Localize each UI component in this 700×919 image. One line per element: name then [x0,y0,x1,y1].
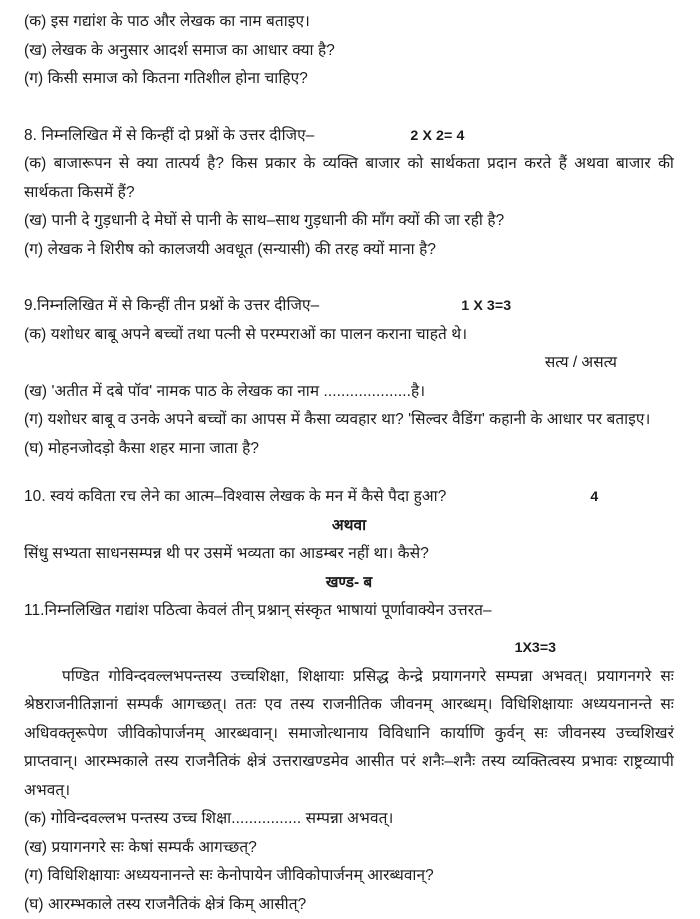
top-question-ka: (क) इस गद्यांश के पाठ और लेखक का नाम बताइए। [24,8,674,37]
question-11-part-ga: (ग) विधिशिक्षायाः अध्ययनानन्ते सः केनोपायेन जीविकोपार्जनम् आरब्धवान्? [24,862,674,891]
question-11-part-ka: (क) गोविन्दवल्लभ पन्तस्य उच्च शिक्षा................ सम्पन्ना अभवत्। [24,805,674,834]
question-10-stem: 10. स्वयं कविता रच लेने का आत्म–विश्वास लेखक के मन में कैसे पैदा हुआ? [24,483,446,512]
section-b-heading: खण्ड- ब [24,569,674,598]
question-10-alternative: सिंधु सभ्यता साधनसम्पन्न थी पर उसमें भव्यता का आडम्बर नहीं था। कैसे? [24,540,674,569]
question-11-marks: 1X3=3 [24,635,674,661]
question-9-part-kha: (ख) 'अतीत में दबे पॉव' नामक पाठ के लेखक का नाम ....................है। [24,378,674,407]
question-9-marks: 1 X 3=3 [461,292,511,321]
alternative-label-10: अथवा [24,512,674,541]
question-9-stem-row [24,292,674,321]
question-9-block [24,292,674,463]
question-11-stem: 11.निम्नलिखित गद्यांश पठित्वा केवलं तीन् प्रश्नान् संस्कृत भाषायां पूर्णावाक्येन उत्तरत– [24,597,674,626]
question-8-stem: 8. निम्नलिखित में से किन्हीं दो प्रश्नों के उत्तर दीजिए– [24,122,314,151]
top-question-ga: (ग) किसी समाज को कितना गतिशील होना चाहिए? [24,65,674,94]
top-passage-questions [24,8,674,94]
question-8-stem-row [24,122,674,151]
true-false-options: सत्य / असत्य [24,349,674,378]
spacer [24,463,674,483]
question-8-block [24,122,674,265]
question-9-part-gha: (घ) मोहनजोदड़ो कैसा शहर माना जाता है? [24,435,674,464]
question-8-part-ka: (क) बाजारूपन से क्या तात्पर्य है? किस प्रकार के व्यक्ति बाजार को सार्थकता प्रदान करते हैं अथवा बाजार की सार्थकता किसमें हैं? [24,150,674,207]
question-10-stem-row [24,483,674,512]
question-11-passage: पण्डित गोविन्दवल्लभपन्तस्य उच्चशिक्षा, शिक्षायाः प्रसिद्ध केन्द्रे प्रयागनगरे सम्पन्ना अभवत्। प्रयागनगरे सः श्रेष्ठराजनीतिज्ञानां सम्पर्कं आगच्छत्। ततः एव तस्य राजनीतिक जीवनम् आरब्धम्। विधिशिक्षायाः अध्ययनानन्ते सः अधिवक्तृरूपेण जीविकोपार्जनम् आरब्धवान्। समाजोत्थानाय विविधानि कार्याणि कुर्वन् सः जीवनस्य उच्चशिखरं प्राप्तवान्। आरम्भकाले तस्य राजनैतिकं क्षेत्रं उत्तराखण्डमेव आसीत परं शनैः–शनैः तस्य व्यक्तित्वस्य प्रभावः राष्ट्रव्यापी अभवत्। [24,663,674,806]
question-9-stem: 9.निम्नलिखित में से किन्हीं तीन प्रश्नों के उत्तर दीजिए– [24,292,319,321]
question-8-marks: 2 X 2= 4 [410,122,464,151]
spacer [24,264,674,292]
question-11-part-gha: (घ) आरम्भकाले तस्य राजनैतिकं क्षेत्रं किम् आसीत्? [24,891,674,919]
spacer [24,626,674,635]
question-8-part-ga: (ग) लेखक ने शिरीष को कालजयी अवधूत (सन्यासी) की तरह क्यों माना है? [24,236,674,265]
question-9-part-ga: (ग) यशोधर बाबू व उनके अपने बच्चों का आपस में कैसा व्यवहार था? 'सिल्वर वैडिंग' कहानी के आधार पर बताइए। [24,406,674,435]
spacer [24,94,674,122]
question-11-block [24,597,674,919]
question-10-marks: 4 [590,483,598,512]
top-question-kha: (ख) लेखक के अनुसार आदर्श समाज का आधार क्या है? [24,37,674,66]
question-9-part-ka: (क) यशोधर बाबू अपने बच्चों तथा पत्नी से परम्पराओं का पालन कराना चाहते थे। [24,321,674,350]
question-11-part-kha: (ख) प्रयागनगरे सः केषां सम्पर्कं आगच्छत्? [24,834,674,863]
question-10-block [24,483,674,569]
question-8-part-kha: (ख) पानी दे गुड़धानी दे मेघों से पानी के साथ–साथ गुड़धानी की माँग क्यों की जा रही है? [24,207,674,236]
